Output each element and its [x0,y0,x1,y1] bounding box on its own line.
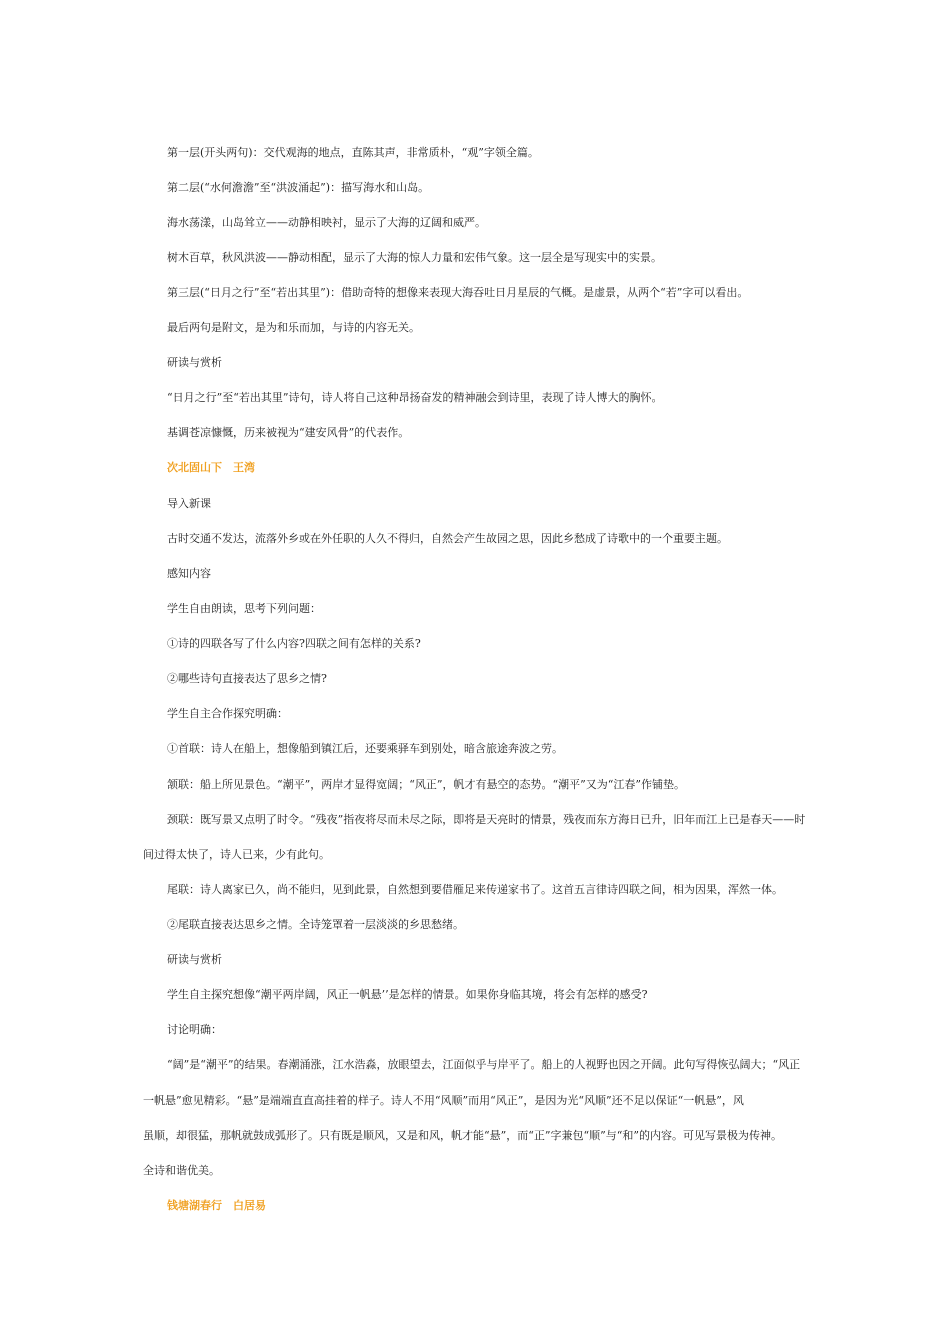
paragraph: 海水荡漾，山岛耸立——动静相映衬，显示了大海的辽阔和威严。 [167,216,486,229]
list-item: ①诗的四联各写了什么内容?四联之间有怎样的关系? [167,637,421,650]
paragraph: 最后两句是附文，是为和乐而加，与诗的内容无关。 [167,321,420,334]
paragraph: 颔联：船上所见景色。“潮平”，两岸才显得宽阔；“风正”，帆才有悬空的态势。“潮平”又为“江春”作铺垫。 [167,778,685,791]
list-item: ②哪些诗句直接表达了思乡之情? [167,672,327,685]
paragraph: 颈联：既写景又点明了时令。“残夜”指夜将尽而未尽之际，即将是天亮时的情景，残夜而东方海日已升，旧年而江上已是春天——时 [167,813,806,826]
section-label: 研读与赏析 [167,953,222,966]
list-item: ①首联：诗人在船上，想像船到镇江后，还要乘驿车到别处，暗含旅途奔波之劳。 [167,742,563,755]
paragraph-continuation: 全诗和谐优美。 [143,1164,220,1177]
section-label: 研读与赏析 [167,356,222,369]
paragraph: 学生自主探究想像“潮平两岸阔，风正一帆悬’’是怎样的情景。如果你身临其境，将会有怎样的感受? [167,988,648,1001]
poem-heading: 钱塘湖春行 白居易 [167,1199,266,1212]
poem-heading: 次北固山下 王湾 [167,461,255,474]
list-item: ②尾联直接表达思乡之情。全诗笼罩着一层淡淡的乡思愁绪。 [167,918,464,931]
paragraph: 树木百草，秋风洪波——静动相配，显示了大海的惊人力量和宏伟气象。这一层全是写现实中的实景。 [167,251,662,264]
section-label: 导入新课 [167,497,211,510]
paragraph: 基调苍凉慷慨，历来被视为“建安风骨”的代表作。 [167,426,410,439]
paragraph: 学生自由朗读，思考下列问题： [167,602,321,615]
section-label: 感知内容 [167,567,211,580]
paragraph: “日月之行”至“若出其里”诗句，诗人将自己这种昂扬奋发的精神融会到诗里，表现了诗人博大的胸怀。 [167,391,663,404]
paragraph: 学生自主合作探究明确： [167,707,288,720]
paragraph: “阔”是“潮平”的结果。春潮涌涨，江水浩淼，放眼望去，江面似乎与岸平了。船上的人视野也因之开阔。此句写得恢弘阔大；“风正 [167,1058,801,1071]
paragraph: 第三层(“日月之行”至“若出其里”)：借助奇特的想像来表现大海吞吐日月星辰的气概。是虚景，从两个“若”字可以看出。 [167,286,749,299]
paragraph: 讨论明确： [167,1023,222,1036]
paragraph-continuation: 一帆悬”愈见精彩。“悬”是端端直直高挂着的样子。诗人不用“风顺”而用“风正”，是因为光“风顺”还不足以保证“一帆悬”，风 [143,1094,744,1107]
paragraph: 古时交通不发达，流落外乡或在外任职的人久不得归，自然会产生故园之思，因此乡愁成了诗歌中的一个重要主题。 [167,532,728,545]
paragraph: 尾联：诗人离家已久，尚不能归，见到此景，自然想到要借雁足来传递家书了。这首五言律诗四联之间，相为因果，浑然一体。 [167,883,783,896]
paragraph-continuation: 虽顺，却很猛，那帆就鼓成弧形了。只有既是顺风，又是和风，帆才能“悬”，而“正”字兼包“顺”与“和”的内容。可见写景极为传神。 [143,1129,782,1142]
paragraph: 第一层(开头两句)：交代观海的地点，直陈其声，非常质朴，“观”字领全篇。 [167,146,539,159]
paragraph-continuation: 间过得太快了，诗人已来，少有此句。 [143,848,330,861]
paragraph: 第二层(“水何澹澹”至“洪波涌起”)：描写海水和山岛。 [167,181,430,194]
